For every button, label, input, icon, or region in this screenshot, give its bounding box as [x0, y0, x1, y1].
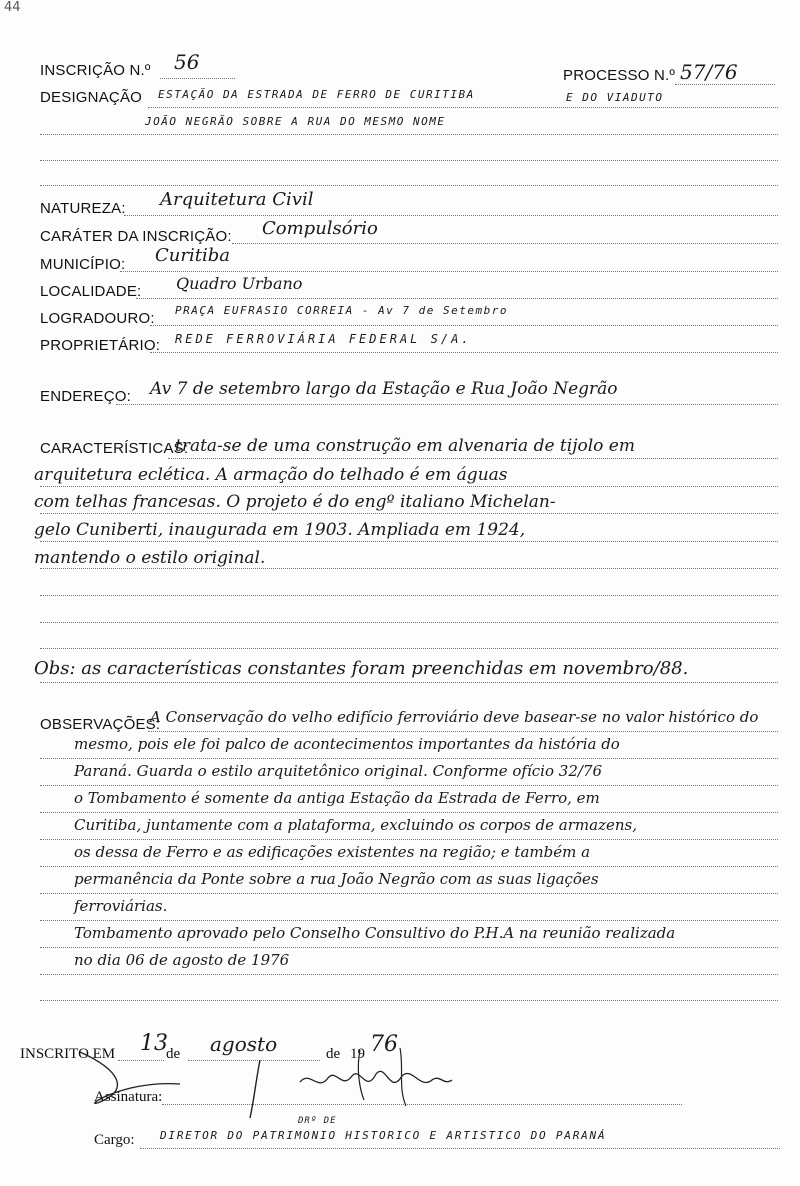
- natureza-label: NATUREZA:: [40, 200, 126, 217]
- proprietario-value: REDE FERROVIÁRIA FEDERAL S/A.: [175, 332, 472, 346]
- carater-value: Compulsório: [262, 218, 378, 239]
- logradouro-value: PRAÇA EUFRASIO CORREIA - Av 7 de Setembro: [175, 304, 509, 317]
- observacoes-line-9: Tombamento aprovado pelo Conselho Consultivo do P.H.A na reunião realizada: [74, 924, 676, 942]
- inscricao-line: [160, 78, 235, 79]
- observacoes-rule-7: [40, 893, 778, 894]
- inscrito-em-label: INSCRITO EM: [20, 1046, 116, 1062]
- caracteristicas-label: CARACTERÍSTICAS:: [40, 440, 189, 457]
- caracteristicas-line-2: arquitetura eclética. A armação do telhado é em águas: [34, 465, 508, 485]
- designacao-rule-1: [148, 107, 778, 108]
- observacoes-label: OBSERVAÇÕES:: [40, 716, 161, 733]
- localidade-line: [136, 298, 778, 299]
- obs-rule: [40, 682, 778, 683]
- natureza-line: [124, 215, 778, 216]
- caracteristicas-rule-3: [40, 513, 778, 514]
- caracteristicas-rule-4: [40, 541, 778, 542]
- endereco-value: Av 7 de setembro largo da Estação e Rua João Negrão: [150, 379, 618, 399]
- obs-note: Obs: as características constantes foram preenchidas em novembro/88.: [34, 658, 689, 679]
- caracteristicas-line-3: com telhas francesas. O projeto é do engº italiano Michelan-: [34, 492, 556, 512]
- cargo-line: [140, 1148, 780, 1149]
- processo-number: 57/76: [680, 60, 738, 84]
- caracteristicas-line-5: mantendo o estilo original.: [34, 548, 266, 568]
- designacao-rule-3: [40, 160, 778, 161]
- observacoes-line-2: mesmo, pois ele foi palco de acontecimentos importantes da história do: [74, 735, 620, 753]
- caracteristicas-line-1: trata-se de uma construção em alvenaria de tijolo em: [175, 436, 635, 456]
- caracteristicas-rule-5: [40, 568, 778, 569]
- observacoes-rule-4: [40, 812, 778, 813]
- inscrito-year-prefix: 19: [350, 1046, 365, 1062]
- inscrito-de-2: de: [326, 1046, 341, 1062]
- processo-label: PROCESSO N.º: [563, 67, 676, 84]
- observacoes-line-6: os dessa de Ferro e as edificações existentes na região; e também a: [74, 843, 591, 861]
- logradouro-label: LOGRADOURO:: [40, 310, 155, 327]
- page-corner-mark: 44: [4, 0, 21, 15]
- designacao-rule-2: [40, 134, 778, 135]
- observacoes-rule-6: [40, 866, 778, 867]
- inscricao-label: INSCRIÇÃO N.º: [40, 62, 151, 79]
- inscrito-de-1: de: [166, 1046, 181, 1062]
- observacoes-rule-3: [40, 785, 778, 786]
- caracteristicas-rule-8: [40, 648, 778, 649]
- observacoes-line-7: permanência da Ponte sobre a rua João Negrão com as suas ligações: [74, 870, 599, 888]
- caracteristicas-rule-7: [40, 622, 778, 623]
- observacoes-rule-2: [40, 758, 778, 759]
- designacao-rule-4: [40, 185, 778, 186]
- cargo-insert: DRº DE: [298, 1116, 337, 1126]
- observacoes-rule-5: [40, 839, 778, 840]
- localidade-value: Quadro Urbano: [176, 274, 303, 293]
- designacao-line-2: JOÃO NEGRÃO SOBRE A RUA DO MESMO NOME: [145, 115, 446, 128]
- carater-label: CARÁTER DA INSCRIÇÃO:: [40, 228, 232, 245]
- cargo-label: Cargo:: [94, 1132, 135, 1148]
- assinatura-label: Assinatura:: [94, 1089, 163, 1105]
- processo-line: [675, 84, 775, 85]
- municipio-value: Curitiba: [155, 245, 230, 266]
- observacoes-line-1: A Conservação do velho edifício ferroviário deve basear-se no valor histórico do: [150, 708, 759, 726]
- observacoes-line-4: o Tombamento é somente da antiga Estação da Estrada de Ferro, em: [74, 789, 600, 807]
- endereco-label: ENDEREÇO:: [40, 388, 131, 405]
- observacoes-rule-8: [40, 920, 778, 921]
- handwritten-signature: [60, 1040, 480, 1120]
- observacoes-rule-10: [40, 974, 778, 975]
- observacoes-rule-9: [40, 947, 778, 948]
- designacao-line-1b: E DO VIADUTO: [566, 91, 664, 104]
- endereco-line: [116, 404, 778, 405]
- municipio-line: [120, 271, 778, 272]
- observacoes-line-3: Paraná. Guarda o estilo arquitetônico original. Conforme ofício 32/76: [74, 762, 603, 780]
- carater-line: [232, 243, 778, 244]
- observacoes-line-8: ferroviárias.: [74, 897, 168, 915]
- logradouro-line: [150, 325, 778, 326]
- inscrito-month: agosto: [210, 1032, 278, 1056]
- localidade-label: LOCALIDADE:: [40, 283, 142, 300]
- inscrito-day: 13: [140, 1031, 168, 1056]
- caracteristicas-rule-1: [168, 458, 778, 459]
- inscricao-number: 56: [174, 50, 200, 74]
- observacoes-rule-1: [148, 731, 778, 732]
- proprietario-line: [150, 352, 778, 353]
- caracteristicas-rule-6: [40, 595, 778, 596]
- designacao-line-1: ESTAÇÃO DA ESTRADA DE FERRO DE CURITIBA: [158, 88, 475, 101]
- cargo-value: DIRETOR DO PATRIMONIO HISTORICO E ARTISTICO DO PARANÁ: [160, 1129, 607, 1142]
- designacao-label: DESIGNAÇÃO: [40, 89, 143, 106]
- caracteristicas-rule-2: [40, 486, 778, 487]
- observacoes-rule-11: [40, 1000, 778, 1001]
- inscrito-year-suffix: 76: [370, 1032, 398, 1057]
- natureza-value: Arquitetura Civil: [160, 189, 314, 210]
- observacoes-line-5: Curitiba, juntamente com a plataforma, excluindo os corpos de armazens,: [74, 816, 637, 834]
- proprietario-label: PROPRIETÁRIO:: [40, 337, 161, 354]
- observacoes-line-10: no dia 06 de agosto de 1976: [74, 951, 290, 969]
- municipio-label: MUNICÍPIO:: [40, 256, 126, 273]
- caracteristicas-line-4: gelo Cuniberti, inaugurada em 1903. Ampliada em 1924,: [34, 520, 526, 540]
